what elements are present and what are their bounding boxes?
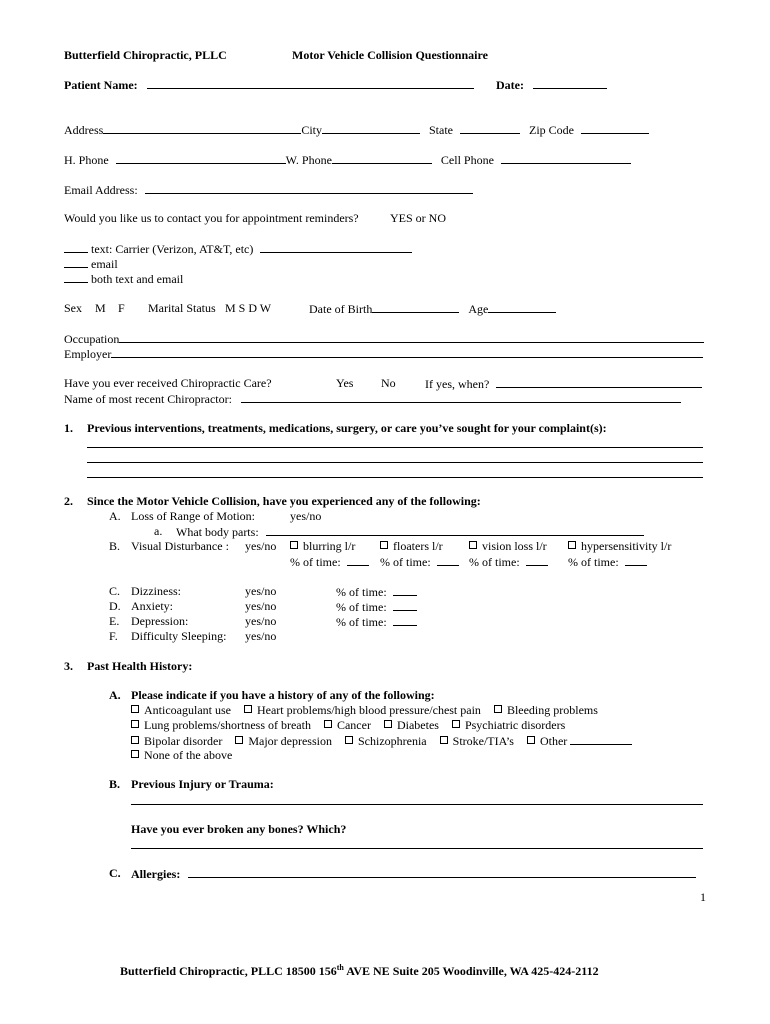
chiro-question: Have you ever received Chiropractic Care? — [64, 376, 272, 390]
checkbox-icon — [452, 720, 460, 728]
visual-option-vision-loss[interactable] — [469, 539, 547, 553]
sex-f-option[interactable]: F — [118, 301, 125, 315]
chiro-when-row — [425, 376, 702, 391]
q2a-answer[interactable]: yes/no — [290, 509, 322, 523]
symptom-letter: D. — [109, 599, 121, 613]
pct-time-field[interactable] — [393, 584, 417, 596]
footer — [120, 964, 599, 978]
condition-option[interactable]: Diabetes — [384, 718, 439, 732]
condition-option[interactable]: Major depression — [235, 734, 332, 748]
cell-phone-label: Cell Phone — [440, 153, 494, 167]
dob-label: Date of Birth — [309, 302, 373, 316]
symptom-label: Difficulty Sleeping: — [131, 629, 227, 643]
bones-field[interactable] — [131, 848, 703, 849]
q3-title: Past Health History: — [87, 659, 193, 673]
pct-time-field[interactable] — [393, 599, 417, 611]
injury-field[interactable] — [131, 804, 703, 805]
sex-m-option[interactable]: M — [95, 301, 106, 315]
home-phone-field[interactable] — [116, 152, 286, 164]
patient-name-row — [64, 77, 474, 92]
pct-time-label: % of time: — [290, 555, 341, 569]
zip-field[interactable] — [581, 122, 649, 134]
condition-option-other[interactable]: Other — [527, 734, 567, 748]
checkbox-icon — [244, 705, 252, 713]
checkbox-icon — [235, 736, 243, 744]
q2a-label: Loss of Range of Motion: — [131, 509, 255, 523]
symptom-answer[interactable]: yes/no — [245, 584, 277, 598]
reminders-question: Would you like us to contact you for appointment reminders? — [64, 211, 359, 225]
employer-label: Employer — [64, 347, 112, 361]
checkbox-icon — [527, 736, 535, 744]
symptom-pct-row — [336, 584, 417, 599]
q3-number: 3. — [64, 659, 73, 673]
q3a-title: Please indicate if you have a history of any of the following: — [131, 688, 435, 702]
q1-line-1[interactable] — [87, 447, 703, 448]
condition-option[interactable]: Bipolar disorder — [131, 734, 222, 748]
chiro-when-field[interactable] — [496, 376, 702, 388]
reminder-text-label: text: Carrier (Verizon, AT&T, etc) — [91, 242, 254, 256]
reminder-both-row — [64, 271, 183, 286]
q3a-letter: A. — [109, 688, 121, 702]
q2-number: 2. — [64, 494, 73, 508]
employer-field[interactable] — [111, 346, 703, 358]
age-label: Age — [468, 302, 489, 316]
sex-label: Sex — [64, 301, 82, 315]
q2b-label: Visual Disturbance : — [131, 539, 229, 553]
conditions-row-2 — [131, 718, 565, 732]
condition-option[interactable]: Schizophrenia — [345, 734, 427, 748]
phone-row — [64, 152, 631, 167]
symptom-label: Dizziness: — [131, 584, 181, 598]
city-label: City — [301, 123, 322, 137]
checkbox-icon — [384, 720, 392, 728]
pct-time-label: % of time: — [336, 585, 387, 599]
condition-option[interactable]: Stroke/TIA’s — [440, 734, 514, 748]
marital-status-options[interactable]: M S D W — [225, 301, 272, 315]
chiro-when-label: If yes, when? — [425, 377, 490, 391]
age-field[interactable] — [488, 301, 556, 313]
symptom-pct-row — [336, 599, 417, 614]
date-label: Date: — [496, 78, 524, 92]
reminder-email-check[interactable] — [64, 256, 88, 268]
dob-row — [309, 301, 556, 316]
reminder-text-check[interactable] — [64, 241, 88, 253]
checkbox-icon — [131, 720, 139, 728]
visual-option-blurring[interactable] — [290, 539, 355, 553]
footer-superscript: th — [336, 963, 344, 972]
visual-option-label: floaters l/r — [393, 539, 443, 553]
visual-option-label: vision loss l/r — [482, 539, 547, 553]
q1-number: 1. — [64, 421, 73, 435]
pct-time-blurring — [290, 554, 369, 569]
q2a-letter: A. — [109, 509, 121, 523]
checkbox-icon — [568, 541, 576, 549]
address-label: Address — [64, 123, 104, 137]
chiro-no-option[interactable]: No — [381, 376, 396, 390]
address-row — [64, 122, 649, 137]
patient-name-label: Patient Name: — [64, 78, 138, 92]
q1-title: Previous interventions, treatments, medications, surgery, or care you’ve sought for your complaint(s): — [87, 421, 607, 435]
checkbox-icon — [131, 736, 139, 744]
occupation-field[interactable] — [119, 331, 704, 343]
work-phone-label: W. Phone — [285, 153, 332, 167]
footer-text-end: AVE NE Suite 205 Woodinville, WA 425-424-2112 — [343, 964, 599, 978]
conditions-row-4 — [131, 748, 232, 762]
q2-title: Since the Motor Vehicle Collision, have you experienced any of the following: — [87, 494, 481, 508]
condition-option[interactable]: Lung problems/shortness of breath — [131, 718, 311, 732]
date-field[interactable] — [533, 77, 607, 89]
email-field[interactable] — [145, 182, 473, 194]
email-row — [64, 182, 473, 197]
symptom-answer[interactable]: yes/no — [245, 629, 277, 643]
body-parts-row — [176, 524, 644, 539]
visual-option-hypersensitivity[interactable] — [568, 539, 671, 553]
state-field[interactable] — [460, 122, 520, 134]
reminder-both-label: both text and email — [91, 272, 184, 286]
q3b-letter: B. — [109, 777, 121, 791]
checkbox-icon — [131, 705, 139, 713]
recent-chiro-field[interactable] — [241, 391, 681, 403]
pct-time-floaters — [380, 554, 459, 569]
symptom-answer[interactable]: yes/no — [245, 614, 277, 628]
q3b-title: Previous Injury or Trauma: — [131, 777, 274, 791]
checkbox-icon — [290, 541, 298, 549]
pct-time-label: % of time: — [336, 615, 387, 629]
reminder-both-check[interactable] — [64, 271, 88, 283]
email-label: Email Address: — [64, 183, 138, 197]
symptom-letter: C. — [109, 584, 121, 598]
address-field[interactable] — [103, 122, 301, 134]
reminder-text-row — [64, 241, 412, 256]
chiro-yes-option[interactable]: Yes — [336, 376, 354, 390]
checkbox-icon — [440, 736, 448, 744]
pct-time-hypersensitivity — [568, 554, 647, 569]
pct-time-field[interactable] — [347, 554, 369, 566]
reminder-email-row — [64, 256, 118, 271]
employer-row — [64, 346, 703, 361]
pct-time-label: % of time: — [469, 555, 520, 569]
symptom-answer[interactable]: yes/no — [245, 599, 277, 613]
symptom-label: Depression: — [131, 614, 189, 628]
pct-time-field[interactable] — [526, 554, 548, 566]
other-condition-field[interactable] — [570, 733, 632, 745]
checkbox-icon — [494, 705, 502, 713]
clinic-name: Butterfield Chiropractic, PLLC — [64, 48, 227, 62]
condition-option[interactable]: Heart problems/high blood pressure/chest pain — [244, 703, 481, 717]
symptom-letter: F. — [109, 629, 118, 643]
q2a-sub-letter: a. — [154, 524, 163, 538]
condition-option[interactable]: None of the above — [131, 748, 232, 762]
reminders-options[interactable]: YES or NO — [390, 211, 446, 225]
body-parts-label: What body parts: — [176, 525, 259, 539]
pct-time-field[interactable] — [625, 554, 647, 566]
home-phone-label: H. Phone — [64, 153, 109, 167]
allergies-field[interactable] — [188, 866, 696, 878]
allergies-row — [131, 866, 696, 881]
checkbox-icon — [324, 720, 332, 728]
form-title: Motor Vehicle Collision Questionnaire — [292, 48, 488, 62]
visual-option-label: hypersensitivity l/r — [581, 539, 672, 553]
q1-line-3[interactable] — [87, 477, 703, 478]
condition-option[interactable]: Psychiatric disorders — [452, 718, 565, 732]
q2b-answer[interactable]: yes/no — [245, 539, 277, 553]
pct-time-label: % of time: — [568, 555, 619, 569]
q2b-letter: B. — [109, 539, 121, 553]
checkbox-icon — [380, 541, 388, 549]
cell-phone-field[interactable] — [501, 152, 631, 164]
pct-time-vision-loss — [469, 554, 548, 569]
body-parts-field[interactable] — [266, 524, 644, 536]
pct-time-field[interactable] — [437, 554, 459, 566]
zip-label: Zip Code — [529, 123, 574, 137]
conditions-row-3 — [131, 733, 632, 748]
city-field[interactable] — [322, 122, 420, 134]
marital-status-label: Marital Status — [148, 301, 216, 315]
symptom-letter: E. — [109, 614, 120, 628]
reminder-email-label: email — [91, 257, 118, 271]
bones-question: Have you ever broken any bones? Which? — [131, 822, 347, 836]
visual-option-floaters[interactable] — [380, 539, 443, 553]
conditions-row-1 — [131, 703, 598, 717]
checkbox-icon — [131, 750, 139, 758]
checkbox-icon — [469, 541, 477, 549]
q3c-letter: C. — [109, 866, 121, 880]
work-phone-field[interactable] — [332, 152, 432, 164]
pct-time-field[interactable] — [393, 614, 417, 626]
condition-option[interactable]: Bleeding problems — [494, 703, 598, 717]
q1-line-2[interactable] — [87, 462, 703, 463]
pct-time-label: % of time: — [336, 600, 387, 614]
symptom-label: Anxiety: — [131, 599, 173, 613]
allergies-label: Allergies: — [131, 867, 181, 881]
carrier-field[interactable] — [260, 241, 412, 253]
state-label: State — [429, 123, 453, 137]
recent-chiro-row — [64, 391, 681, 406]
pct-time-label: % of time: — [380, 555, 431, 569]
dob-field[interactable] — [372, 301, 459, 313]
occupation-label: Occupation — [64, 332, 120, 346]
page-number: 1 — [700, 890, 706, 904]
symptom-pct-row — [336, 614, 417, 629]
footer-text-start: Butterfield Chiropractic, PLLC 18500 156 — [120, 964, 337, 978]
recent-chiro-label: Name of most recent Chiropractor: — [64, 392, 232, 406]
condition-option[interactable]: Cancer — [324, 718, 371, 732]
occupation-row — [64, 331, 704, 346]
condition-option[interactable]: Anticoagulant use — [131, 703, 231, 717]
visual-option-label: blurring l/r — [303, 539, 356, 553]
patient-name-field[interactable] — [147, 77, 474, 89]
date-row — [496, 77, 607, 92]
checkbox-icon — [345, 736, 353, 744]
